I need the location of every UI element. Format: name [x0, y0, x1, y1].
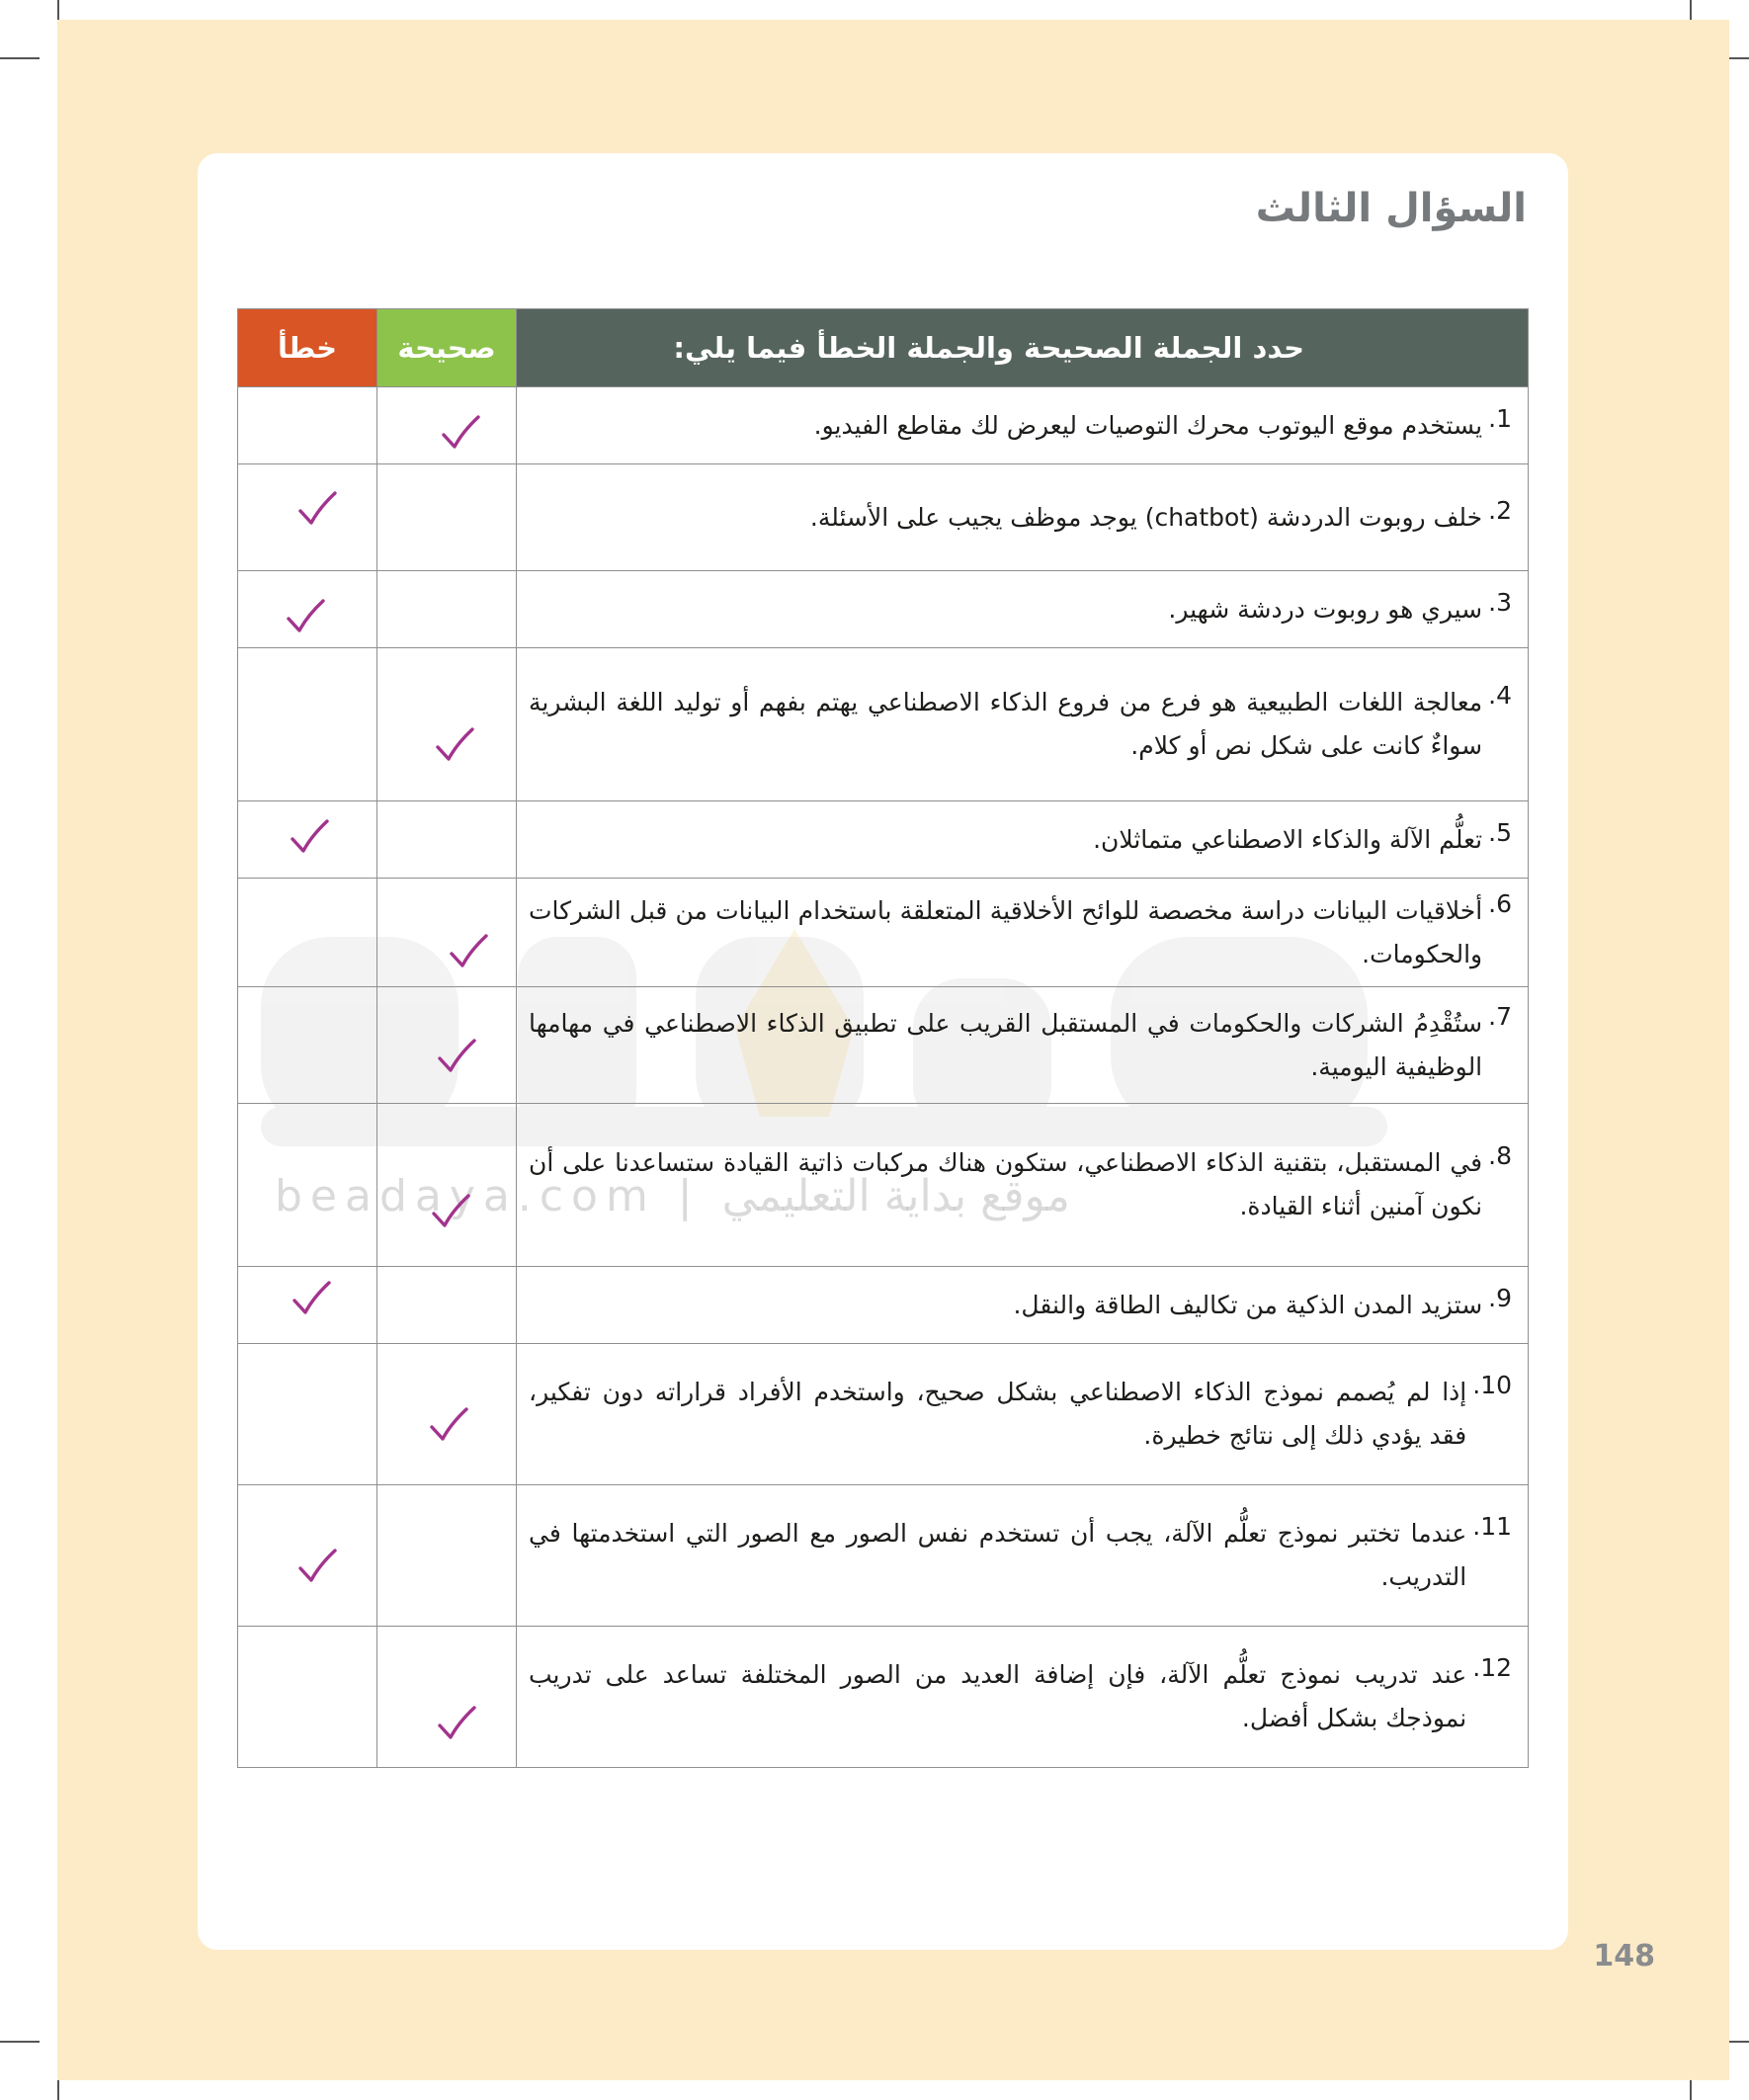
watermark-caption: beadaya.com | موقع بداية التعليمي: [275, 1171, 1070, 1221]
statement-text: إذا لم يُصمم نموذج الذكاء الاصطناعي بشكل صحيح، واستخدم الأفراد قراراته دون تفكير، فقد يؤدي ذلك إلى نتائج خطيرة.: [529, 1378, 1467, 1450]
true-cell: [377, 801, 517, 879]
statement-text: عندما تختبر نموذج تعلُّم الآلة، يجب أن تستخدم نفس الصور مع الصور التي استخدمتها في التدريب.: [529, 1519, 1467, 1591]
true-cell: [377, 1485, 517, 1627]
check-icon: [284, 598, 327, 635]
true-cell: [377, 387, 517, 464]
statement-number: 8.: [1488, 1141, 1512, 1170]
statement-number: 3.: [1488, 587, 1512, 617]
statement-number: 7.: [1488, 1001, 1512, 1031]
true-cell: [377, 1627, 517, 1768]
table-row: [238, 1627, 1529, 1768]
false-cell: [238, 1344, 377, 1485]
table-row: [238, 1104, 1529, 1267]
header-question: حدد الجملة الصحيحة والجملة الخطأ فيما يلي:: [517, 309, 1529, 387]
true-cell: [377, 571, 517, 648]
statement-text: ستزيد المدن الذكية من تكاليف الطاقة والنقل.: [1013, 1290, 1483, 1319]
table-row: [238, 987, 1529, 1104]
table-row: [238, 879, 1529, 987]
false-cell: [238, 1104, 377, 1267]
check-icon: [295, 1548, 339, 1585]
statement-cell: [517, 387, 1529, 464]
false-cell: [238, 987, 377, 1104]
statement-cell: [517, 1627, 1529, 1768]
statement-cell: [517, 801, 1529, 879]
true-cell: [377, 648, 517, 801]
false-cell: [238, 1627, 377, 1768]
table-row: [238, 801, 1529, 879]
statement-text: ستُقْدِمُ الشركات والحكومات في المستقبل القريب على تطبيق الذكاء الاصطناعي في مهامها الوظيفية اليومية.: [529, 1008, 1483, 1081]
statement-text: عند تدريب نموذج تعلُّم الآلة، فإن إضافة العديد من الصور المختلفة تساعد على تدريب نموذجك بشكل أفضل.: [529, 1660, 1467, 1732]
false-cell: [238, 387, 377, 464]
check-icon: [435, 1038, 478, 1075]
false-cell: [238, 801, 377, 879]
statement-cell: [517, 1104, 1529, 1267]
statement-cell: [517, 879, 1529, 987]
table-header-row: [238, 309, 1529, 387]
false-cell: [238, 879, 377, 987]
statement-text: يستخدم موقع اليوتوب محرك التوصيات ليعرض لك مقاطع الفيديو.: [813, 410, 1483, 440]
true-cell: [377, 1104, 517, 1267]
statement-cell: [517, 1485, 1529, 1627]
statement-cell: [517, 571, 1529, 648]
check-icon: [429, 1193, 472, 1230]
statement-number: 9.: [1488, 1283, 1512, 1312]
crop-mark: [0, 2041, 40, 2043]
check-icon: [447, 933, 490, 970]
statement-cell: [517, 648, 1529, 801]
statement-number: 2.: [1488, 495, 1512, 525]
statement-number: 12.: [1472, 1653, 1512, 1682]
statement-text: في المستقبل، بتقنية الذكاء الاصطناعي، ستكون هناك مركبات ذاتية القيادة ستساعدنا على أن نكون آمنين أثناء القيادة.: [529, 1148, 1483, 1220]
true-false-table: [237, 308, 1529, 1768]
statement-number: 1.: [1488, 403, 1512, 433]
false-cell: [238, 648, 377, 801]
statement-text: أخلاقيات البيانات دراسة مخصصة للوائح الأخلاقية المتعلقة باستخدام البيانات من قبل الشركات والحكومات.: [529, 895, 1483, 968]
true-cell: [377, 879, 517, 987]
crop-mark: [0, 57, 40, 59]
false-cell: [238, 571, 377, 648]
table-row: [238, 1267, 1529, 1344]
true-cell: [377, 464, 517, 571]
statement-cell: [517, 464, 1529, 571]
table-row: [238, 1344, 1529, 1485]
statement-text: خلف روبوت الدردشة (chatbot) يوجد موظف يجيب على الأسئلة.: [809, 502, 1483, 532]
check-icon: [427, 1406, 470, 1444]
statement-cell: [517, 987, 1529, 1104]
statement-number: 6.: [1488, 888, 1512, 918]
statement-text: سيري هو روبوت دردشة شهير.: [1168, 594, 1483, 624]
false-cell: [238, 464, 377, 571]
page-number: 148: [1593, 1939, 1655, 1974]
table-row: [238, 464, 1529, 571]
statement-number: 10.: [1472, 1371, 1512, 1399]
table-row: [238, 1485, 1529, 1627]
statement-number: 11.: [1472, 1512, 1512, 1541]
statement-number: 5.: [1488, 817, 1512, 847]
table-row: [238, 387, 1529, 464]
statement-number: 4.: [1488, 681, 1512, 710]
statement-text: تعلُّم الآلة والذكاء الاصطناعي متماثلان.: [1093, 824, 1483, 854]
statement-cell: [517, 1267, 1529, 1344]
header-true: صحيحة: [377, 309, 517, 387]
table-row: [238, 571, 1529, 648]
true-cell: [377, 1267, 517, 1344]
false-cell: [238, 1485, 377, 1627]
statement-cell: [517, 1344, 1529, 1485]
check-icon: [433, 726, 476, 764]
true-cell: [377, 987, 517, 1104]
false-cell: [238, 1267, 377, 1344]
table-row: [238, 648, 1529, 801]
check-icon: [439, 414, 482, 452]
true-cell: [377, 1344, 517, 1485]
check-icon: [295, 490, 339, 528]
check-icon: [435, 1705, 478, 1742]
check-icon: [288, 818, 331, 856]
header-false: خطأ: [238, 309, 377, 387]
page-title: السؤال الثالث: [1255, 186, 1527, 231]
check-icon: [290, 1280, 333, 1317]
statement-text: معالجة اللغات الطبيعية هو فرع من فروع الذكاء الاصطناعي يهتم بفهم أو توليد اللغة البشرية سواءٌ كانت على شكل نص أو كلام.: [529, 688, 1483, 760]
